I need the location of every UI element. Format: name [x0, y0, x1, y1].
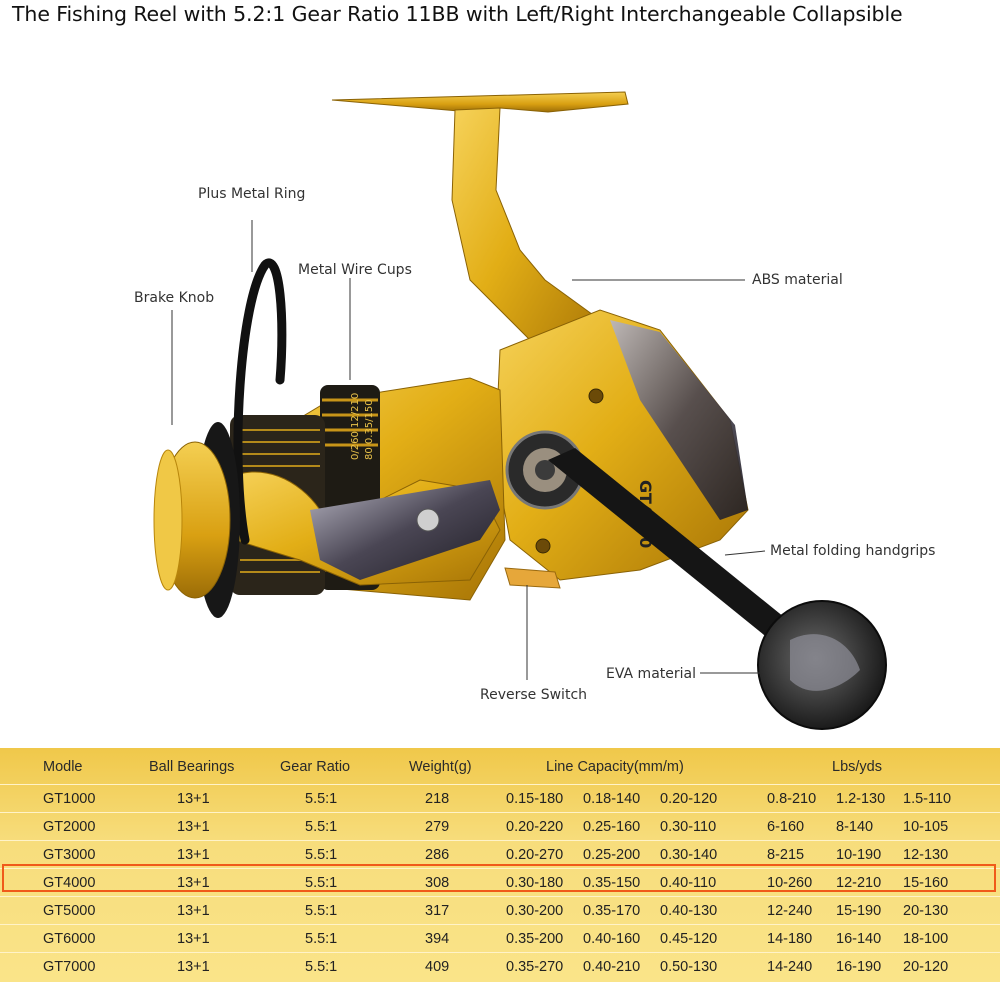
cell-model: GT4000 [43, 875, 96, 891]
cell-model: GT2000 [43, 819, 96, 835]
cell-line-capacity: 0.15-180 [506, 791, 564, 807]
cell-weight: 279 [425, 819, 450, 835]
cell-weight: 308 [425, 875, 450, 891]
cell-lbs-yds: 1.5-110 [903, 791, 952, 807]
cell-ball-bearings: 13+1 [177, 791, 210, 807]
brake-knob [154, 422, 240, 618]
spool-assembly [225, 378, 505, 600]
cell-lbs-yds: 12-210 [836, 875, 882, 891]
cell-line-capacity: 0.25-200 [583, 847, 641, 863]
cell-lbs-yds: 16-190 [836, 959, 882, 975]
cell-gear-ratio: 5.5:1 [305, 847, 338, 863]
cell-ball-bearings: 13+1 [177, 903, 210, 919]
product-illustration [0, 40, 1000, 740]
cell-line-capacity: 0.40-110 [660, 875, 717, 891]
cell-gear-ratio: 5.5:1 [305, 875, 338, 891]
cell-ball-bearings: 13+1 [177, 819, 210, 835]
cell-lbs-yds: 18-100 [903, 931, 949, 947]
callout-brake-knob: Brake Knob [134, 290, 215, 306]
cell-line-capacity: 0.20-220 [506, 819, 564, 835]
callout-abs-material: ABS material [752, 272, 843, 288]
cell-weight: 218 [425, 791, 450, 807]
cell-line-capacity: 0.30-200 [506, 903, 564, 919]
cell-model: GT3000 [43, 847, 96, 863]
cell-lbs-yds: 14-240 [767, 959, 813, 975]
cell-line-capacity: 0.40-160 [583, 931, 641, 947]
cell-lbs-yds: 20-120 [903, 959, 949, 975]
cell-line-capacity: 0.35-170 [583, 903, 641, 919]
cell-gear-ratio: 5.5:1 [305, 959, 338, 975]
callout-plus-metal-ring: Plus Metal Ring [198, 186, 306, 202]
cell-lbs-yds: 6-160 [767, 819, 805, 835]
header-weight: Weight(g) [409, 759, 472, 775]
cell-model: GT6000 [43, 931, 96, 947]
header-line-capacity: Line Capacity(mm/m) [546, 759, 684, 775]
table-row [0, 924, 1000, 953]
cell-lbs-yds: 10-260 [767, 875, 813, 891]
header-lbs-yds: Lbs/yds [832, 759, 882, 775]
cell-weight: 317 [425, 903, 450, 919]
cell-weight: 394 [425, 931, 450, 947]
cell-lbs-yds: 12-240 [767, 903, 813, 919]
cell-lbs-yds: 15-160 [903, 875, 949, 891]
cell-line-capacity: 0.35-200 [506, 931, 564, 947]
cell-gear-ratio: 5.5:1 [305, 791, 338, 807]
cell-lbs-yds: 16-140 [836, 931, 882, 947]
cell-weight: 409 [425, 959, 450, 975]
cell-line-capacity: 0.40-210 [583, 959, 641, 975]
cell-lbs-yds: 8-140 [836, 819, 874, 835]
cell-gear-ratio: 5.5:1 [305, 931, 338, 947]
callout-metal-folding-handgrips: Metal folding handgrips [770, 543, 936, 559]
cell-ball-bearings: 13+1 [177, 959, 210, 975]
cell-line-capacity: 0.25-160 [583, 819, 641, 835]
cell-ball-bearings: 13+1 [177, 875, 210, 891]
cell-line-capacity: 0.18-140 [583, 791, 641, 807]
table-row [0, 812, 1000, 841]
cell-gear-ratio: 5.5:1 [305, 903, 338, 919]
fishing-reel-image [0, 40, 1000, 740]
cell-model: GT1000 [43, 791, 96, 807]
cell-ball-bearings: 13+1 [177, 847, 210, 863]
cell-lbs-yds: 14-180 [767, 931, 813, 947]
cell-lbs-yds: 12-130 [903, 847, 949, 863]
highlighted-row-outline [2, 864, 996, 892]
cell-line-capacity: 0.30-180 [506, 875, 564, 891]
table-row [0, 784, 1000, 813]
cell-model: GT7000 [43, 959, 96, 975]
page-title: The Fishing Reel with 5.2:1 Gear Ratio 11BB with Left/Right Interchangeable Collapsible [12, 2, 903, 26]
table-row [0, 896, 1000, 925]
callout-metal-wire-cups: Metal Wire Cups [298, 262, 412, 278]
cell-lbs-yds: 8-215 [767, 847, 805, 863]
cell-lbs-yds: 0.8-210 [767, 791, 817, 807]
cell-lbs-yds: 10-105 [903, 819, 949, 835]
cell-line-capacity: 0.35-270 [506, 959, 564, 975]
cell-line-capacity: 0.20-270 [506, 847, 564, 863]
cell-line-capacity: 0.40-130 [660, 903, 718, 919]
header-model: Modle [43, 759, 83, 775]
cell-ball-bearings: 13+1 [177, 931, 210, 947]
cell-line-capacity: 0.35-150 [583, 875, 641, 891]
cell-lbs-yds: 15-190 [836, 903, 882, 919]
table-header-row [0, 753, 1000, 781]
cell-line-capacity: 0.20-120 [660, 791, 718, 807]
header-gear-ratio: Gear Ratio [280, 759, 351, 775]
spool-text-2: 80 0.35/150 [364, 399, 375, 460]
header-ball-bearings: Ball Bearings [149, 759, 235, 775]
table-row [0, 952, 1000, 981]
cell-model: GT5000 [43, 903, 96, 919]
cell-line-capacity: 0.50-130 [660, 959, 718, 975]
cell-line-capacity: 0.30-140 [660, 847, 718, 863]
cell-weight: 286 [425, 847, 450, 863]
callout-reverse-switch: Reverse Switch [480, 687, 588, 703]
cell-lbs-yds: 1.2-130 [836, 791, 886, 807]
cell-lbs-yds: 20-130 [903, 903, 949, 919]
spool-text-1: 0/260 12/210 [350, 392, 361, 460]
cell-gear-ratio: 5.5:1 [305, 819, 338, 835]
cell-lbs-yds: 10-190 [836, 847, 882, 863]
callout-eva-material: EVA material [606, 666, 696, 682]
cell-line-capacity: 0.30-110 [660, 819, 717, 835]
cell-line-capacity: 0.45-120 [660, 931, 718, 947]
